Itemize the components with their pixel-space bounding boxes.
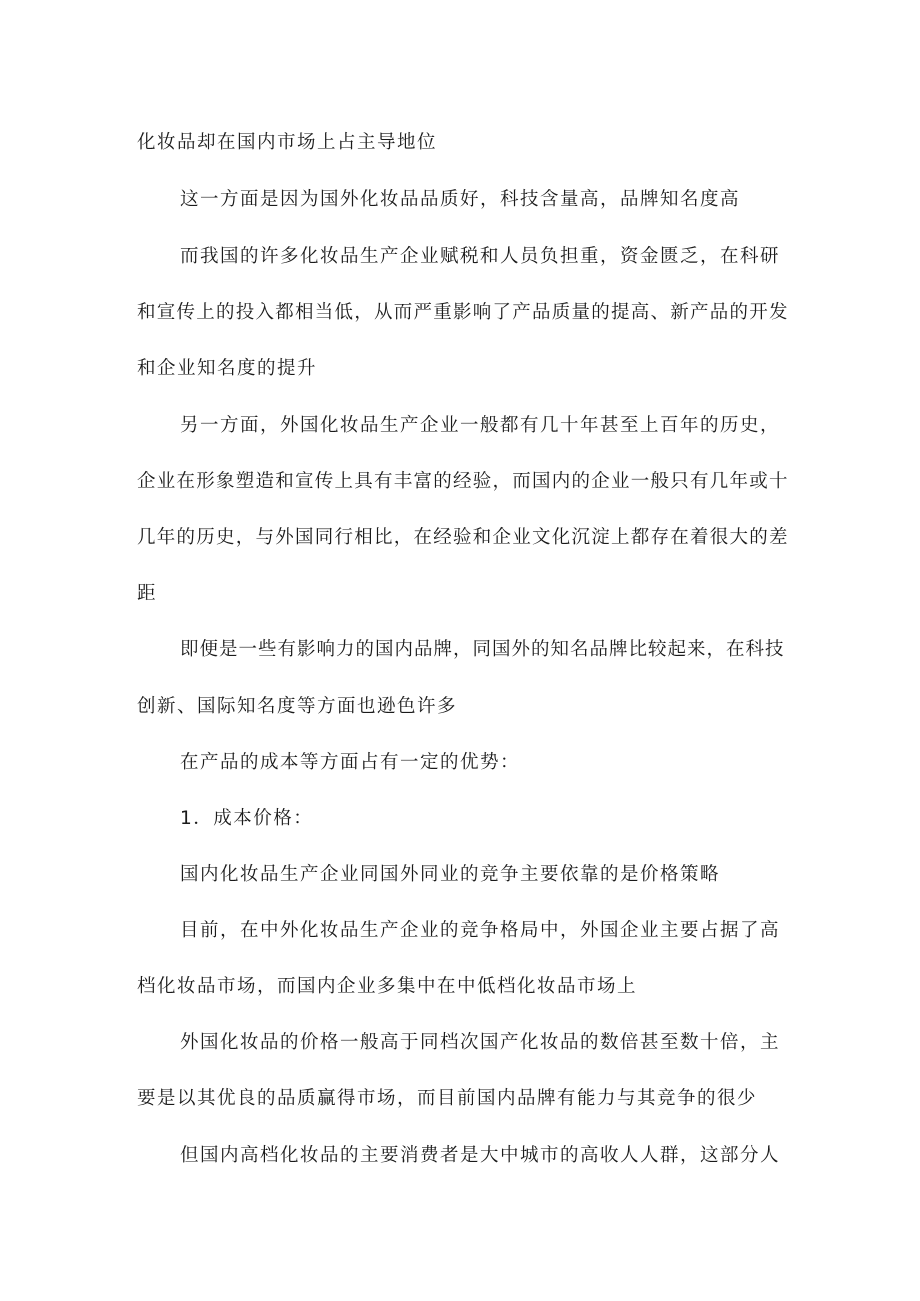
text-line: 几年的历史，与外国同行相比，在经验和企业文化沉淀上都存在着很大的差 [137,527,789,548]
text-line: 距 [137,583,158,604]
text-line: 这一方面是因为国外化妆品品质好，科技含量高，品牌知名度高 [180,189,741,210]
text-line: 和宣传上的投入都相当低，从而严重影响了产品质量的提高、新产品的开发 [137,302,789,323]
text-line: 另一方面，外国化妆品生产企业一般都有几十年甚至上百年的历史， [180,415,781,436]
text-line: 要是以其优良的品质赢得市场，而目前国内品牌有能力与其竞争的很少 [137,1088,758,1109]
text-line: 档化妆品市场，而国内企业多集中在中低档化妆品市场上 [137,976,638,997]
text-line: 即便是一些有影响力的国内品牌，同国外的知名品牌比较起来，在科技 [180,639,785,660]
text-line: 化妆品却在国内市场上占主导地位 [137,132,438,153]
text-line: 创新、国际知名度等方面也逊色许多 [137,696,458,717]
text-line: 在产品的成本等方面占有一定的优势： [180,752,521,773]
list-item-heading: 1．成本价格： [180,808,314,829]
text-line: 外国化妆品的价格一般高于同档次国产化妆品的数倍甚至数十倍，主 [180,1032,781,1053]
text-line: 国内化妆品生产企业同国外同业的竞争主要依靠的是价格策略 [180,864,721,885]
text-line: 而我国的许多化妆品生产企业赋税和人员负担重，资金匮乏，在科研 [180,246,781,267]
text-line: 目前，在中外化妆品生产企业的竞争格局中，外国企业主要占据了高 [180,920,781,941]
text-line: 企业在形象塑造和宣传上具有丰富的经验，而国内的企业一般只有几年或十 [137,471,789,492]
text-line: 和企业知名度的提升 [137,358,318,379]
text-line: 但国内高档化妆品的主要消费者是大中城市的高收人人群，这部分人 [180,1145,781,1166]
